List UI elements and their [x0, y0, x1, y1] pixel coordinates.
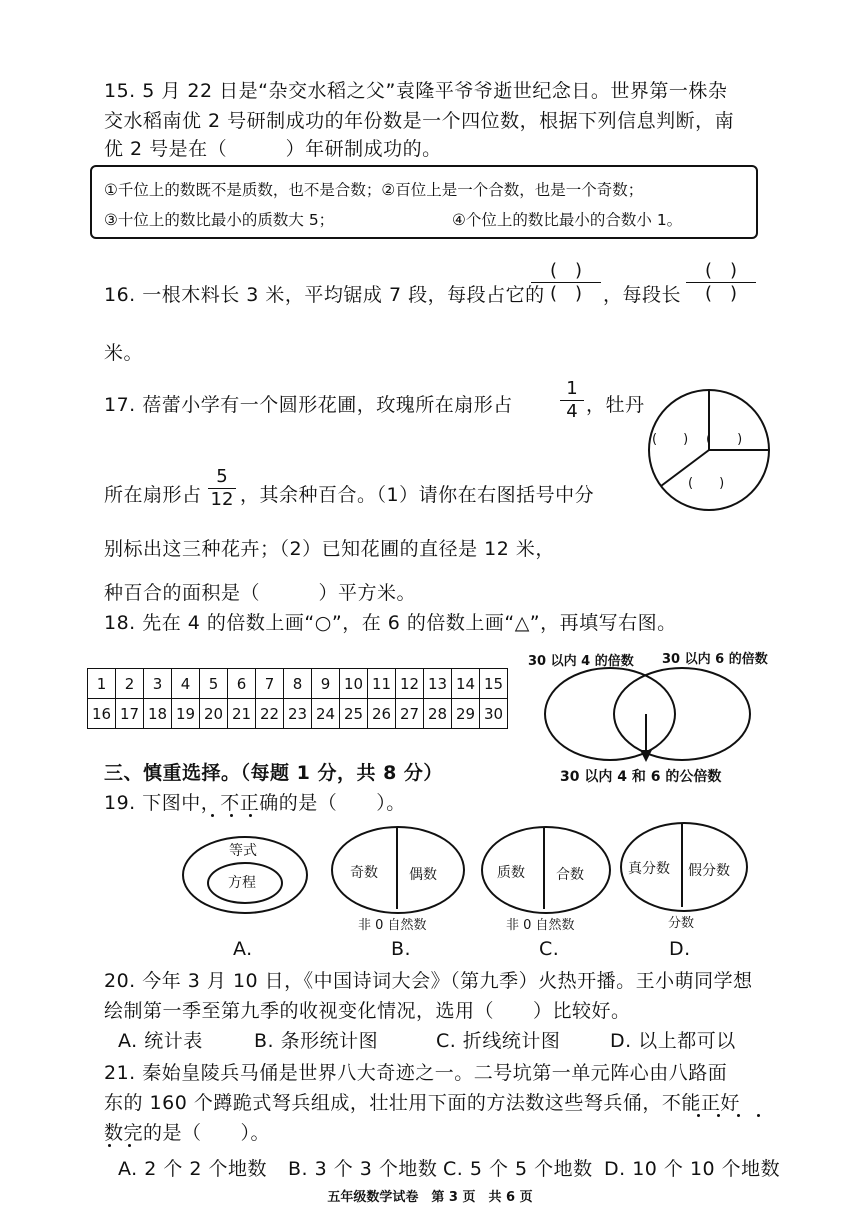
q20-option-d[interactable]: D. 以上都可以: [610, 1030, 736, 1052]
q17-line1b: ，牡丹: [586, 394, 645, 416]
q21-option-b[interactable]: B. 3 个 3 个地数: [288, 1158, 438, 1180]
q19-option-c[interactable]: C.: [539, 938, 560, 960]
q19-option-d[interactable]: D.: [669, 938, 691, 960]
q17-line2b: ，其余种百合。（1）请你在右图括号中分: [240, 484, 595, 506]
number-grid-row-2: [88, 699, 508, 729]
q17-line3: 别标出这三种花卉；（2）已知花圃的直径是 12 米，: [104, 538, 555, 560]
grid-cell[interactable]: 3: [144, 669, 172, 699]
grid-cell[interactable]: 2: [116, 669, 144, 699]
q15-line3: 优 2 号是在（ ）年研制成功的。: [104, 138, 442, 160]
fraction-denominator-blank[interactable]: ( ): [549, 283, 583, 304]
grid-cell[interactable]: 27: [396, 699, 424, 729]
q20-line1: 20. 今年 3 月 10 日，《中国诗词大会》（第九季）火热开播。王小萌同学想: [104, 970, 753, 992]
q20-option-c[interactable]: C. 折线统计图: [436, 1030, 561, 1052]
fraction-denominator: 12: [210, 489, 234, 510]
q16-fraction-blank-1[interactable]: [531, 260, 601, 305]
grid-cell[interactable]: 23: [284, 699, 312, 729]
grid-cell[interactable]: 10: [340, 669, 368, 699]
grid-cell[interactable]: 12: [396, 669, 424, 699]
fraction-numerator-blank[interactable]: ( ): [686, 260, 756, 283]
emphasis-dot: [230, 814, 233, 817]
grid-cell[interactable]: 22: [256, 699, 284, 729]
fraction-numerator: 1: [560, 378, 584, 401]
grid-cell[interactable]: 1: [88, 669, 116, 699]
option-c-caption: 非 0 自然数: [506, 918, 575, 933]
q21-option-a[interactable]: A. 2 个 2 个地数: [118, 1158, 268, 1180]
emphasis-dot: [757, 1114, 760, 1117]
venn-diagram: [540, 664, 756, 774]
option-b-caption: 非 0 自然数: [358, 918, 427, 933]
q15-clue-1-2: ①千位上的数既不是质数，也不是合数；②百位上是一个合数，也是一个奇数；: [104, 181, 644, 199]
grid-cell[interactable]: 9: [312, 669, 340, 699]
option-b-right-label: 偶数: [409, 867, 437, 883]
option-a-outer-label: 等式: [229, 843, 257, 859]
grid-cell[interactable]: 21: [228, 699, 256, 729]
option-d-left-label: 真分数: [628, 861, 670, 877]
option-d-caption: 分数: [668, 916, 695, 931]
emphasis-dot: [737, 1114, 740, 1117]
emphasis-dot: [249, 814, 252, 817]
q20-option-a[interactable]: A. 统计表: [118, 1030, 203, 1052]
circle-blank-left[interactable]: ( ): [652, 432, 689, 447]
venn-left-label: 30 以内 4 的倍数: [528, 654, 634, 669]
grid-cell[interactable]: 8: [284, 669, 312, 699]
grid-cell[interactable]: 16: [88, 699, 116, 729]
q21-line3: 数完的是（ ）。: [104, 1122, 271, 1144]
option-d-right-label: 假分数: [688, 863, 730, 879]
grid-cell[interactable]: 28: [424, 699, 452, 729]
grid-cell[interactable]: 5: [200, 669, 228, 699]
q19-text: 19. 下图中，不正确的是（ ）。: [104, 792, 406, 814]
option-a-inner-label: 方程: [228, 875, 256, 891]
grid-cell[interactable]: 4: [172, 669, 200, 699]
q15-clue-4: ④个位上的数比最小的合数小 1。: [452, 211, 683, 229]
grid-cell[interactable]: 29: [452, 699, 480, 729]
circle-blank-right[interactable]: ( ): [706, 432, 743, 447]
grid-cell[interactable]: 18: [144, 699, 172, 729]
q21-option-c[interactable]: C. 5 个 5 个地数: [443, 1158, 593, 1180]
emphasis-dot: [697, 1114, 700, 1117]
q17-line1a: 17. 蓓蕾小学有一个圆形花圃，玫瑰所在扇形占: [104, 394, 513, 416]
option-b-left-label: 奇数: [350, 865, 378, 881]
emphasis-dot: [128, 1144, 131, 1147]
grid-cell[interactable]: 7: [256, 669, 284, 699]
option-c-left-label: 质数: [497, 865, 525, 881]
grid-cell[interactable]: 11: [368, 669, 396, 699]
emphasis-dot: [108, 1144, 111, 1147]
grid-cell[interactable]: 19: [172, 699, 200, 729]
grid-cell[interactable]: 15: [480, 669, 508, 699]
q18-line1: 18. 先在 4 的倍数上画“○”，在 6 的倍数上画“△”，再填写右图。: [104, 612, 677, 634]
grid-cell[interactable]: 24: [312, 699, 340, 729]
q17-fraction-one-quarter: [560, 378, 584, 423]
grid-cell[interactable]: 26: [368, 699, 396, 729]
q17-line4: 种百合的面积是（ ）平方米。: [104, 582, 417, 604]
venn-bottom-label: 30 以内 4 和 6 的公倍数: [560, 769, 722, 785]
q16-text2: ，每段长: [603, 284, 682, 306]
section-3-title: 三、慎重选择。（每题 1 分，共 8 分）: [104, 762, 443, 784]
q21-line1: 21. 秦始皇陵兵马俑是世界八大奇迹之一。二号坑第一单元阵心由八路面: [104, 1062, 728, 1084]
number-grid-row-1: [88, 669, 508, 699]
q21-line2: 东的 160 个蹲跪式弩兵组成，壮壮用下面的方法数这些弩兵俑，不能正好: [104, 1092, 740, 1114]
q20-option-b[interactable]: B. 条形统计图: [254, 1030, 379, 1052]
q17-line2a: 所在扇形占: [104, 484, 202, 506]
number-grid-1-to-30: [87, 668, 508, 729]
q21-option-d[interactable]: D. 10 个 10 个地数: [604, 1158, 781, 1180]
page-footer: 五年级数学试卷 第 3 页 共 6 页: [327, 1190, 533, 1205]
flower-bed-circle-diagram: [644, 386, 774, 516]
q19-option-a[interactable]: A.: [233, 938, 253, 960]
fraction-denominator: 4: [566, 401, 578, 422]
grid-cell[interactable]: 25: [340, 699, 368, 729]
option-c-divider: [543, 827, 545, 909]
q16-fraction-blank-2[interactable]: [686, 260, 756, 305]
q16-text1: 16. 一根木料长 3 米，平均锯成 7 段，每段占它的: [104, 284, 545, 306]
emphasis-dot: [717, 1114, 720, 1117]
fraction-denominator-blank[interactable]: ( ): [704, 283, 738, 304]
venn-right-label: 30 以内 6 的倍数: [662, 652, 768, 667]
q16-text3: 米。: [104, 342, 144, 364]
q20-line2: 绘制第一季至第九季的收视变化情况，选用（ ）比较好。: [104, 1000, 631, 1022]
q15-clue-3: ③十位上的数比最小的质数大 5；: [104, 211, 335, 229]
option-c-right-label: 合数: [556, 867, 584, 883]
grid-cell[interactable]: 13: [424, 669, 452, 699]
grid-cell[interactable]: 17: [116, 699, 144, 729]
grid-cell[interactable]: 30: [480, 699, 508, 729]
fraction-numerator-blank[interactable]: ( ): [531, 260, 601, 283]
option-d-divider: [681, 823, 683, 907]
q17-fraction-five-twelfths: [208, 466, 236, 511]
q15-line2: 交水稻南优 2 号研制成功的年份数是一个四位数，根据下列信息判断，南: [104, 110, 735, 132]
fraction-numerator: 5: [208, 466, 236, 489]
grid-cell[interactable]: 6: [228, 669, 256, 699]
option-b-divider: [396, 827, 398, 909]
grid-cell[interactable]: 20: [200, 699, 228, 729]
circle-blank-bottom[interactable]: ( ): [688, 476, 725, 491]
grid-cell[interactable]: 14: [452, 669, 480, 699]
q19-option-b[interactable]: B.: [391, 938, 412, 960]
q15-line1: 15. 5 月 22 日是“杂交水稻之父”袁隆平爷爷逝世纪念日。世界第一株杂: [104, 80, 728, 102]
emphasis-dot: [211, 814, 214, 817]
